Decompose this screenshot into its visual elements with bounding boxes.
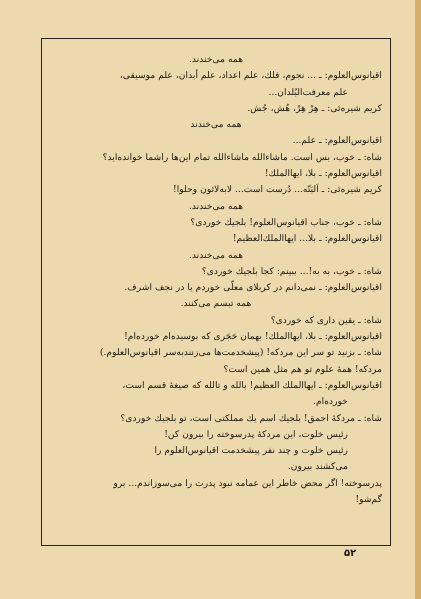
dialogue-line: کریم شیره‌ئی: ـ اَلبَتّه... دُرست است... لابه‌لائون وحلوا! xyxy=(173,184,382,196)
dialogue-line: شاه: ـ خوب، جناب اقیانوس‌العلوم! بلجیك خوردی؟ xyxy=(190,216,382,228)
stage-direction-line: همه می‌خندند. xyxy=(188,54,244,65)
dialogue-line: رئیس خلوت، این مردکهٔ پدرسوخته را بیرون کن! xyxy=(164,428,348,440)
dialogue-line: اقیانوس‌العلوم: ـ نمی‌دانم در کربلای معلّی خوردم یا در نجف اشرف. xyxy=(124,282,382,294)
dialogue-line: خورده‌ام. xyxy=(313,396,348,408)
dialogue-line: شاه: ـ خوب، به به!... ببینم: کجا بلجیك خوردی؟ xyxy=(201,265,382,277)
dialogue-line: شاه: ـ مردکهٔ احمق! بلجیك اسم یك مملکتی است، تو بلجیك خوردی؟ xyxy=(120,412,382,424)
dialogue-line: کریم شیره‌ئی: ـ هِرْ هِرْ، هُش، جُش. xyxy=(247,102,382,114)
right-page-edge xyxy=(415,0,421,599)
dialogue-line: می‌کشند بیرون. xyxy=(287,461,348,473)
dialogue-line: علم معرفت‌البُلدان... xyxy=(268,86,348,98)
dialogue-line: شاه: ـ یقین داری که خوردی؟ xyxy=(270,314,382,326)
stage-direction-line: همه می‌خندند. xyxy=(188,200,244,212)
play-text xyxy=(50,52,382,508)
dialogue-line: گم‌شو! xyxy=(355,494,382,506)
dialogue-line: رئیس خلوت و چند نفر پیشخدمت اقیانوس‌العلوم را xyxy=(154,445,348,457)
dialogue-line: اقیانوس‌العلوم: ـ ... نجوم، فلك، علم اعداد، علم أبدان، علم موسیقی، xyxy=(119,70,382,82)
dialogue-line: اقیانوس‌العلوم: ـ علم... xyxy=(292,135,382,147)
dialogue-line: اقیانوس‌العلوم: ـ ایهاالملك العظیم! بالله و تالله که صیغهٔ قسم است، xyxy=(122,379,382,391)
dialogue-line: اقیانوس‌العلوم: ـ بلا، ایهاالملك! xyxy=(264,168,382,180)
dialogue-line: اقیانوس‌العلوم: ـ بلا، ایهاالملك! بهمان حَجَری که بوسیده‌ام خورده‌ام! xyxy=(124,331,382,343)
dialogue-line: پدرسوخته! اگر محض خاطر این عمامه نبود پدرت را می‌سوزاندم... برو xyxy=(113,477,382,489)
stage-direction-line: همه می‌خندند. xyxy=(188,249,244,261)
stage-direction-line: همه تبسم می‌کنند. xyxy=(180,298,252,310)
dialogue-line: شاه: ـ بزنید تو سر این مردکه! (پیشخدمت‌ها می‌زنندبه‌سر اقیانوس‌العلوم.) xyxy=(99,347,382,359)
dialogue-line: مردکه! همهٔ علوم تو هم مثل همین است؟ xyxy=(223,363,382,375)
page-number: ۵۲ xyxy=(344,548,357,559)
dialogue-line: اقیانوس‌العلوم: ـ بلا... ایهاالملك‌العظیم! xyxy=(232,233,382,245)
stage-direction-line: همه می‌خندند xyxy=(190,119,242,131)
dialogue-line: شاه: ـ خوب، بس است. ماشاءالله ماشاءالله تمام این‌ها راشما خوانده‌اید؟ xyxy=(102,151,382,163)
